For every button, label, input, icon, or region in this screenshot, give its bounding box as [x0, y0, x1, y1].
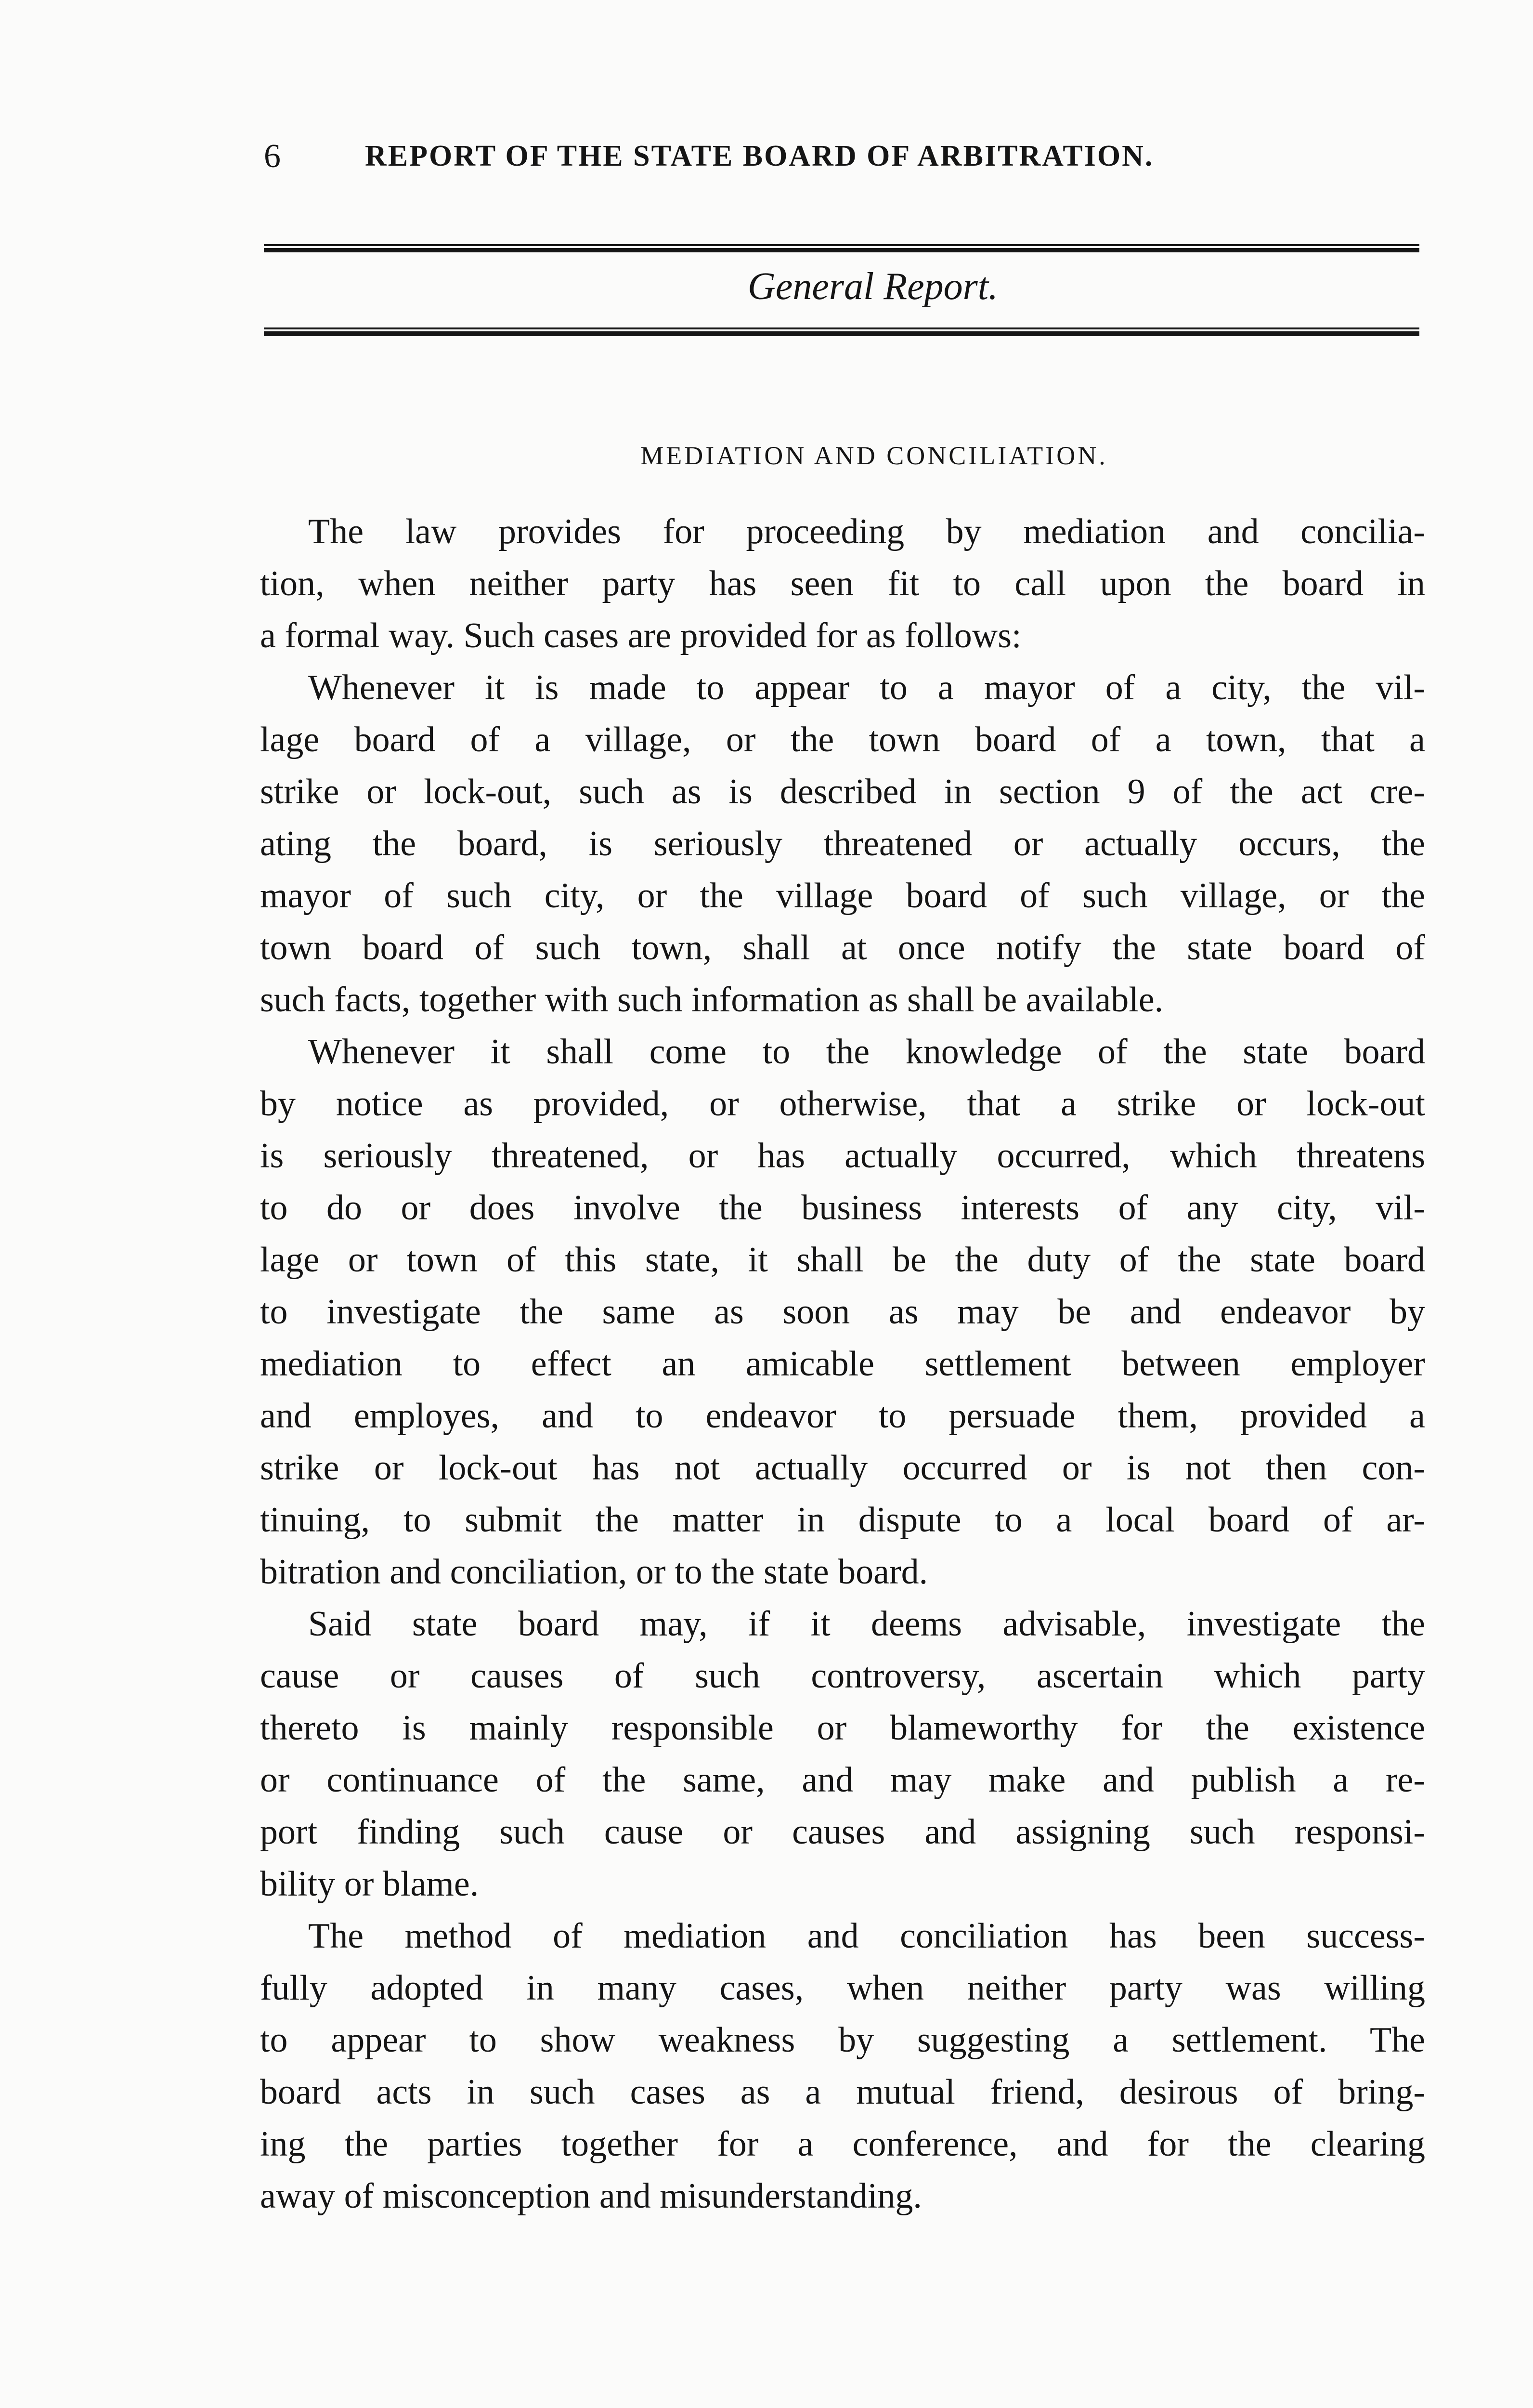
bottom-rule [264, 331, 1419, 336]
top-thin-rule [264, 244, 1419, 246]
body-line: Whenever it is made to appear to a mayor of a city, the vil- [308, 668, 1425, 707]
body-line: port finding such cause or causes and assigning such responsi- [260, 1812, 1425, 1852]
section-subheading: MEDIATION AND CONCILIATION. [640, 441, 1108, 470]
section-title: General Report. [748, 265, 998, 308]
body-line: a formal way. Such cases are provided for as follows: [260, 616, 1022, 655]
body-line: board acts in such cases as a mutual friend, desirous of bring- [260, 2072, 1425, 2112]
body-line: tion, when neither party has seen fit to call upon the board in [260, 564, 1425, 603]
body-line: such facts, together with such information as shall be available. [260, 980, 1164, 1020]
body-line: strike or lock-out has not actually occurred or is not then con- [260, 1448, 1425, 1488]
body-line: cause or causes of such controversy, ascertain which party [260, 1656, 1425, 1696]
body-line: bility or blame. [260, 1864, 479, 1904]
body-line: lage board of a village, or the town board of a town, that a [260, 720, 1425, 759]
body-line: thereto is mainly responsible or blameworthy for the existence [260, 1708, 1425, 1748]
body-line: to investigate the same as soon as may be and endeavor by [260, 1292, 1425, 1332]
body-line: and employes, and to endeavor to persuade them, provided a [260, 1396, 1425, 1436]
top-rule [264, 248, 1419, 252]
body-line: town board of such town, shall at once notify the state board of [260, 928, 1425, 968]
body-line: The law provides for proceeding by mediation and concilia- [308, 512, 1425, 551]
body-line: to appear to show weakness by suggesting a settlement. The [260, 2020, 1425, 2060]
body-line: ing the parties together for a conference, and for the clearing [260, 2124, 1425, 2164]
page-number: 6 [264, 138, 282, 175]
body-line: strike or lock-out, such as is described in section 9 of the act cre- [260, 772, 1425, 811]
body-line: Said state board may, if it deems advisable, investigate the [308, 1604, 1425, 1644]
body-line: tinuing, to submit the matter in dispute to a local board of ar- [260, 1500, 1425, 1540]
running-title: REPORT OF THE STATE BOARD OF ARBITRATION. [365, 140, 1154, 172]
body-line: away of misconception and misunderstanding. [260, 2176, 922, 2216]
body-text [260, 506, 1425, 2222]
body-line: mediation to effect an amicable settlement between employer [260, 1344, 1425, 1384]
body-line: mayor of such city, or the village board of such village, or the [260, 876, 1425, 916]
body-line: to do or does involve the business interests of any city, vil- [260, 1188, 1425, 1228]
body-line: is seriously threatened, or has actually occurred, which threatens [260, 1136, 1425, 1176]
body-line: by notice as provided, or otherwise, that a strike or lock-out [260, 1084, 1425, 1124]
running-head [264, 137, 1419, 181]
body-line: lage or town of this state, it shall be the duty of the state board [260, 1240, 1425, 1280]
body-line: bitration and conciliation, or to the state board. [260, 1552, 928, 1592]
body-line: The method of mediation and conciliation has been success- [308, 1916, 1425, 1956]
body-line: Whenever it shall come to the knowledge of the state board [308, 1032, 1425, 1072]
bottom-thin-rule [264, 327, 1419, 329]
body-line: fully adopted in many cases, when neither party was willing [260, 1968, 1425, 2008]
body-line: ating the board, is seriously threatened or actually occurs, the [260, 824, 1425, 864]
body-line: or continuance of the same, and may make and publish a re- [260, 1760, 1425, 1800]
